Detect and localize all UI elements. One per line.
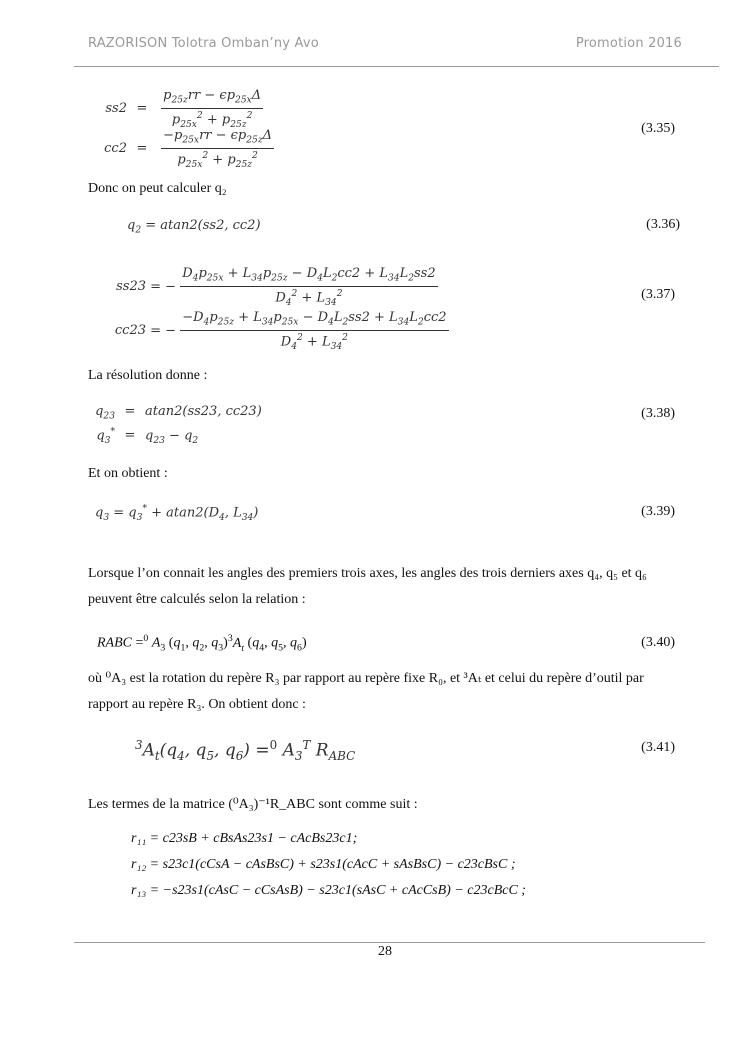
- text-ou: où ⁰A₃ est la rotation du repère R₃ par rapport au repère fixe R₀, et ³Aₜ et celui du repère d’outil par rapport au repère R₃. On obtient donc :: [88, 671, 644, 712]
- header-rule: [74, 66, 719, 67]
- equation-3-41: $^3A_t(q_4$, $q_5$, $q_6) =^0$ $A_3^T$ $R_{ABC}$: [135, 738, 356, 764]
- equation-number-3-38: (3.38): [641, 406, 675, 421]
- equation-3-40: RABC =$^0$ $A_3$ ($q_1$, $q_2$, $q_3)^3A_t$ ($q_4$, $q_5$, $q_6$): [97, 633, 307, 654]
- equation-number-3-41: (3.41): [641, 740, 675, 755]
- equation-number-3-39: (3.39): [641, 504, 675, 519]
- matrix-term-r12: r₁₂ = s23c1(cCsA − cAsBsC) + s23s1(cAcC + sAsBsC) − c23cBsC ;: [131, 857, 516, 872]
- text-lorsque: Lorsque l’on connait les angles des premiers trois axes, les angles des trois derniers axes q₄, q₅ et q₆ peuvent être calculés selon la relation :: [88, 566, 647, 607]
- matrix-term-r11: r₁₁ = c23sB + cBsAs23s1 − cAcBs23c1;: [131, 831, 358, 846]
- equation-number-3-40: (3.40): [641, 635, 675, 650]
- header-author: RAZORISON Tolotra Omban’ny Avo: [88, 36, 319, 51]
- equation-3-36: $q_2 = atan2(ss2$, cc2): [127, 218, 261, 236]
- matrix-term-r13: r₁₃ = −s23s1(cAsC − cCsAsB) − s23c1(sAsC + cAcCsB) − c23cBcC ;: [131, 883, 526, 898]
- text-obtient: Et on obtient :: [88, 466, 168, 481]
- footer-rule: [74, 942, 705, 943]
- text-resolution: La résolution donne :: [88, 368, 208, 383]
- equation-number-3-35: (3.35): [641, 121, 675, 136]
- header-promotion: Promotion 2016: [575, 36, 682, 51]
- equation-3-39: $q_3 = q_3^* + atan2(D_4$, $L_{34}$): [95, 504, 259, 523]
- equation-number-3-36: (3.36): [646, 217, 680, 232]
- text-donc-q2: Donc on peut calculer q₂: [88, 181, 227, 196]
- page-number: 28: [378, 944, 392, 959]
- equation-number-3-37: (3.37): [641, 287, 675, 302]
- text-termes: Les termes de la matrice (⁰A₃)⁻¹R_ABC sont comme suit :: [88, 797, 418, 812]
